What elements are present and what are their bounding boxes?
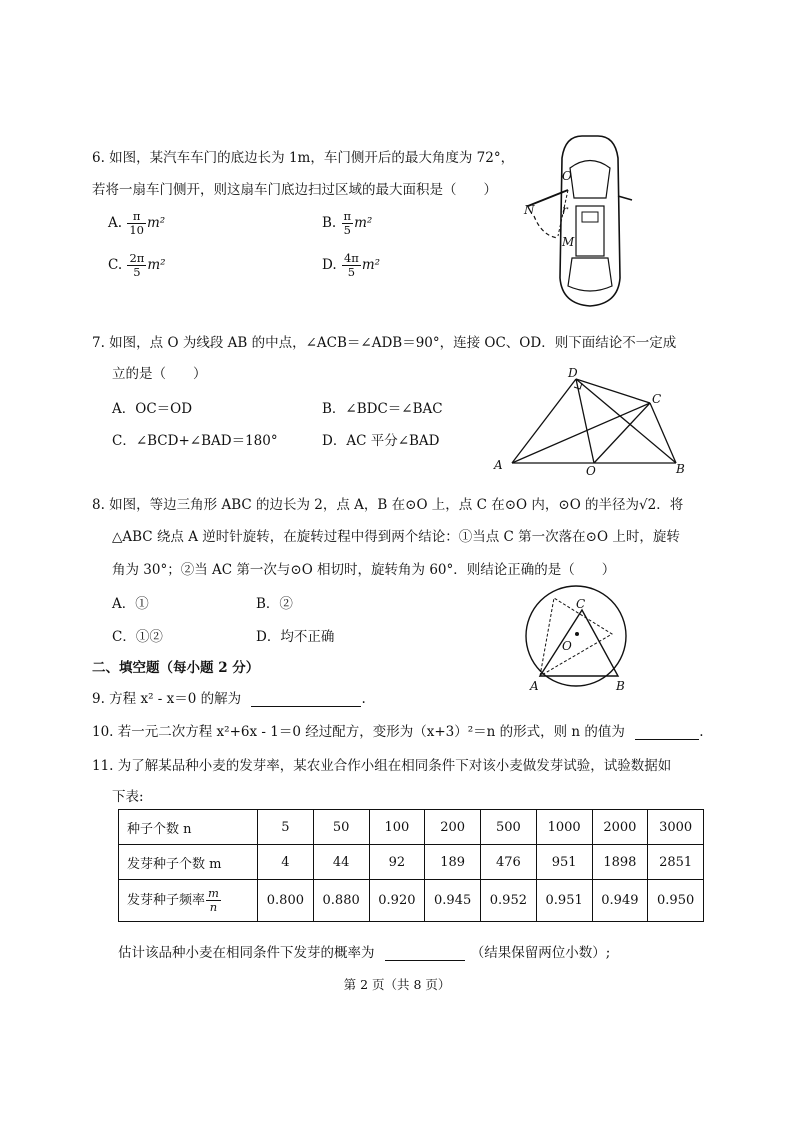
q6-option-c-unit: m²: [147, 257, 166, 273]
q11-followup-text: 估计该品种小麦在相同条件下发芽的概率为: [118, 945, 375, 961]
q6-option-d-label: D.: [322, 257, 337, 273]
q10-end: .: [699, 724, 704, 740]
q6-option-b-unit: m²: [354, 215, 373, 231]
label-o: O: [562, 639, 572, 653]
q9-answer-blank[interactable]: [251, 692, 361, 707]
q8-stem-line3: 角为 30°；②当 AC 第一次与⊙O 相切时，旋转角为 60°．则结论正确的是（ ）: [112, 562, 616, 578]
label-c: C: [576, 597, 586, 611]
label-r: r: [562, 203, 568, 217]
seg-ad: [512, 379, 576, 463]
q7-figure: [490, 365, 700, 478]
table-header-cell: [119, 880, 258, 922]
seg-dc: [576, 379, 650, 403]
label-d: D: [568, 366, 578, 380]
seg-cb: [650, 403, 676, 463]
q8-stem-line1: 8. 如图，等边三角形 ABC 的边长为 2，点 A，B 在⊙O 上，点 C 在⊙O 内，⊙O 的半径为√2．将: [92, 497, 684, 513]
table-cell: 4: [258, 845, 314, 880]
q6-option-d-unit: m²: [361, 257, 381, 273]
q6-option-d-fraction: $\frac{4\pi}{5}$: [343, 251, 359, 279]
q8-option-c[interactable]: C．①②: [112, 629, 163, 645]
q10-text: 10. 若一元二次方程 x²+6x - 1＝0 经过配方，变形为（x+3）²＝n 的形式，则 n 的值为: [92, 724, 625, 740]
q6-stem-line2: 若将一扇车门侧开，则这扇车门底边扫过区域的最大面积是（ ）: [92, 182, 497, 198]
label-a: A: [494, 458, 503, 472]
car-roof: [576, 206, 604, 256]
q11-stem-line2: 下表:: [112, 789, 144, 805]
table-cell: 2000: [592, 810, 648, 845]
table-row: [119, 845, 704, 880]
q6-option-b-label: B.: [322, 215, 337, 231]
q6-option-d[interactable]: [322, 252, 380, 279]
q6-option-c-fraction: $\frac{2\pi}{5}$: [129, 251, 145, 279]
q11-stem-line1: 11. 为了解某品种小麦的发芽率，某农业合作小组在相同条件下对该小麦做发芽试验，试验数据如: [92, 758, 672, 774]
label-o: O: [562, 169, 572, 183]
label-n: N: [524, 203, 535, 217]
q8-figure: [520, 588, 640, 693]
table-cell: 0.949: [592, 880, 648, 922]
table-cell: 500: [481, 810, 537, 845]
q9-end: .: [361, 691, 366, 707]
seg-ac: [512, 403, 650, 463]
row3-fraction: $\frac{m}{n}$: [208, 886, 219, 914]
q8-stem-line2: △ABC 绕点 A 逆时针旋转，在旋转过程中得到两个结论：①当点 C 第一次落在⊙O 上时，旋转: [112, 529, 680, 545]
table-cell: 0.945: [425, 880, 481, 922]
q6-option-c-label: C.: [108, 257, 123, 273]
table-cell: 0.880: [313, 880, 369, 922]
table-cell: 1898: [592, 845, 648, 880]
table-cell: 2851: [648, 845, 704, 880]
table-row: [119, 810, 704, 845]
seed-germination-table: [118, 809, 704, 922]
q7-stem-line2: 立的是（ ）: [112, 366, 207, 382]
table-cell: 0.952: [481, 880, 537, 922]
table-header-cell: 发芽种子个数 m: [119, 845, 258, 880]
table-header-cell: 种子个数 n: [119, 810, 258, 845]
q10: [92, 720, 704, 740]
table-cell: 0.800: [258, 880, 314, 922]
q6-car-figure: [520, 128, 660, 313]
q6-stem-line1: 6. 如图，某汽车车门的底边长为 1m，车门侧开后的最大角度为 72°，: [92, 150, 515, 166]
car-windshield: [570, 161, 610, 199]
q7-option-d[interactable]: D．AC 平分∠BAD: [322, 433, 440, 449]
table-cell: 3000: [648, 810, 704, 845]
label-c: C: [652, 392, 662, 406]
q7-option-c[interactable]: C．∠BCD+∠BAD＝180°: [112, 433, 278, 449]
section-title-fill-in: 二、填空题（每小题 2 分）: [92, 660, 260, 676]
table-cell: 951: [536, 845, 592, 880]
table-cell: 476: [481, 845, 537, 880]
table-cell: 100: [369, 810, 425, 845]
q6-option-b[interactable]: [322, 210, 372, 237]
q11-followup: [118, 941, 610, 961]
page-footer: 第 2 页（共 8 页）: [343, 977, 451, 992]
seg-oc: [594, 403, 650, 463]
table-cell: 0.950: [648, 880, 704, 922]
table-cell: 5: [258, 810, 314, 845]
q11-followup-end: （结果保留两位小数）;: [470, 945, 611, 961]
label-a: A: [530, 679, 539, 693]
table-cell: 189: [425, 845, 481, 880]
label-o: O: [586, 464, 596, 478]
table-cell: 200: [425, 810, 481, 845]
triangle-abc: [540, 610, 618, 676]
table-cell: 0.951: [536, 880, 592, 922]
q6-option-a-label: A.: [108, 215, 123, 231]
q6-option-a-unit: m²: [146, 215, 166, 231]
label-b: B: [676, 462, 685, 476]
car-rear-window: [568, 258, 612, 291]
q6-option-c[interactable]: [108, 252, 166, 279]
q7-stem-line1: 7. 如图，点 O 为线段 AB 的中点，∠ACB＝∠ADB＝90°，连接 OC、OD．则下面结论不一定成: [92, 335, 677, 351]
table-cell: 92: [369, 845, 425, 880]
car-mirror: [618, 196, 632, 200]
q7-option-b[interactable]: B．∠BDC＝∠BAC: [322, 401, 443, 417]
q6-option-b-fraction: $\frac{\pi}{5}$: [343, 209, 352, 237]
table-cell: 50: [313, 810, 369, 845]
label-m: M: [562, 235, 575, 249]
q7-option-a[interactable]: A．OC＝OD: [112, 401, 193, 417]
car-roof-panel: [582, 212, 598, 222]
q6-option-a[interactable]: [108, 210, 165, 237]
q8-option-a[interactable]: A．①: [112, 596, 149, 612]
q9: [92, 687, 366, 707]
q6-option-a-fraction: $\frac{\pi}{10}$: [129, 209, 144, 237]
q9-text: 9. 方程 x² - x＝0 的解为: [92, 691, 242, 707]
q10-answer-blank[interactable]: [635, 725, 699, 740]
q8-option-d[interactable]: D．均不正确: [256, 629, 335, 645]
q8-option-b[interactable]: B．②: [256, 596, 293, 612]
table-row: [119, 880, 704, 922]
door-sweep-arc: [534, 216, 558, 238]
table-cell: 0.920: [369, 880, 425, 922]
q11-answer-blank[interactable]: [385, 946, 465, 961]
table-cell: 44: [313, 845, 369, 880]
row3-label: 发芽种子频率: [127, 893, 206, 908]
center-o-dot: [575, 632, 579, 636]
table-cell: 1000: [536, 810, 592, 845]
label-b: B: [616, 679, 625, 693]
